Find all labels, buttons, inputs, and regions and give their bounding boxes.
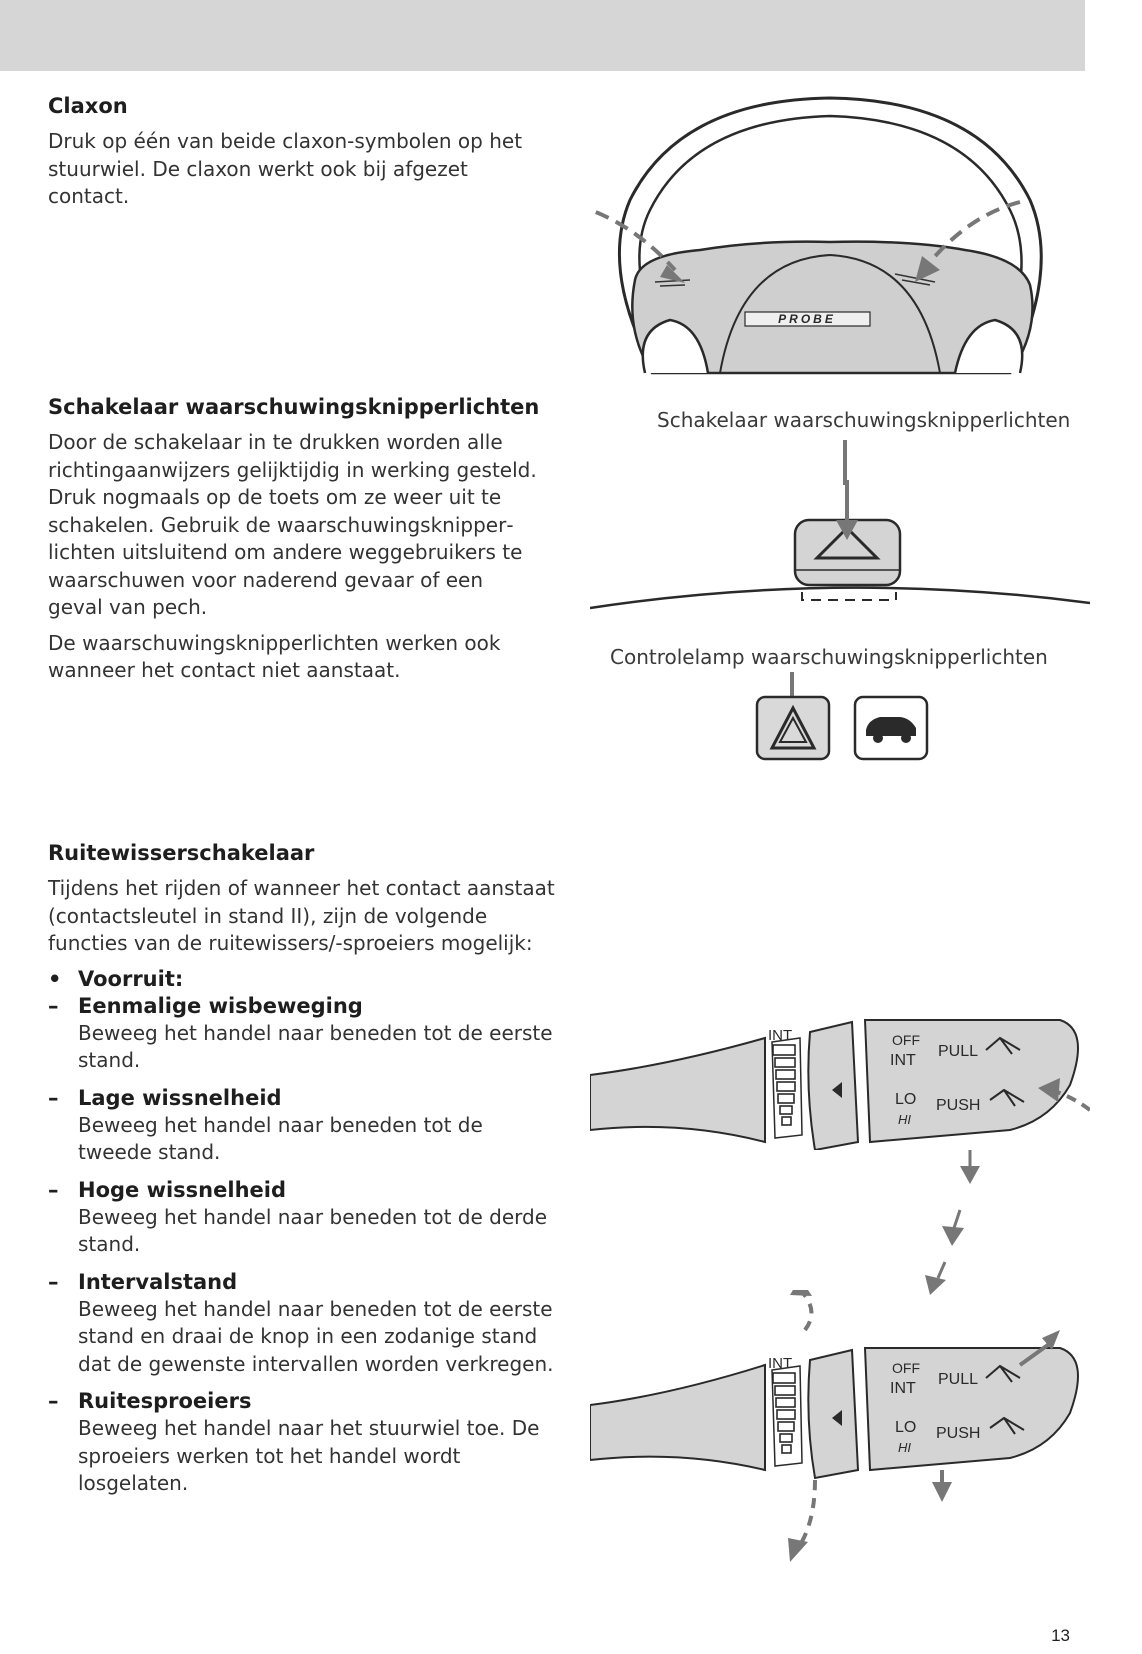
claxon-heading: Claxon	[48, 94, 128, 118]
windscreen-title: Voorruit:	[78, 966, 184, 991]
bullet-mark: •	[48, 966, 62, 991]
wiper-stalk-figure-2	[590, 1290, 1090, 1570]
down-arrows	[900, 1150, 1010, 1300]
page-number: 13	[1051, 1626, 1070, 1645]
hazard-heading: Schakelaar waarschuwingsknipperlichten	[48, 395, 540, 419]
stalk-hi-label: HI	[898, 1112, 911, 1127]
list-item	[48, 1085, 558, 1112]
stalk-int-position-label: INT	[890, 1052, 916, 1069]
item-text: Beweeg het handel naar beneden tot de tweede stand.	[78, 1112, 483, 1164]
header-band	[0, 0, 1085, 71]
wiper-heading: Ruitewisserschakelaar	[48, 841, 315, 865]
stalk-int-label: INT	[768, 1355, 793, 1372]
hazard-body-1: Door de schakelaar in te drukken worden alle richtingaanwijzers gelijktijdig in werking gesteld. Druk nogmaals op de toets om ze weer uit te schakelen. Gebruik de waarschuwingsknipperlichten uitsluitend om andere weggebruikers te waarschuwen voor naderend gevaar of een geval van pech.	[48, 430, 537, 619]
wiper-section	[48, 840, 558, 1508]
stalk-int-position-label: INT	[890, 1380, 916, 1397]
item-title: Ruitesproeiers	[78, 1389, 252, 1413]
stalk-push-label: PUSH	[936, 1425, 981, 1442]
windscreen-bullet	[48, 966, 558, 993]
stalk-pull-label: PULL	[938, 1043, 979, 1060]
dash-mark: –	[48, 1269, 59, 1294]
steering-wheel-figure	[590, 90, 1090, 380]
list-item	[48, 1269, 558, 1296]
dash-mark: –	[48, 1177, 59, 1202]
item-title: Hoge wissnelheid	[78, 1177, 287, 1202]
item-title: Intervalstand	[78, 1269, 238, 1294]
list-item	[48, 1388, 558, 1415]
steering-wheel-logo: PROBE	[778, 312, 836, 326]
stalk-off-label: OFF	[892, 1032, 920, 1048]
dash-mark: –	[48, 1085, 59, 1110]
item-text: Beweeg het handel naar het stuurwiel toe. De sproeiers werken tot het handel wordt losgelaten.	[78, 1416, 540, 1495]
claxon-section	[48, 93, 548, 219]
wiper-stalk-figure-1	[590, 1010, 1090, 1150]
hazard-switch-caption: Schakelaar waarschuwingsknipperlichten	[657, 408, 1071, 432]
stalk-off-label: OFF	[892, 1360, 920, 1376]
item-text: Beweeg het handel naar beneden tot de derde stand.	[78, 1204, 548, 1256]
hazard-body-2: De waarschuwingsknipperlichten werken ook wanneer het contact niet aanstaat.	[48, 630, 501, 682]
dash-mark: –	[48, 993, 59, 1018]
hazard-section	[48, 394, 543, 693]
stalk-pull-label: PULL	[938, 1371, 979, 1388]
stalk-push-label: PUSH	[936, 1097, 981, 1114]
warning-lamp-figure	[740, 672, 940, 762]
dash-mark: –	[48, 1389, 59, 1413]
list-item	[48, 1177, 558, 1204]
item-title: Lage wissnelheid	[78, 1085, 282, 1110]
stalk-lo-label: LO	[895, 1419, 917, 1436]
stalk-lo-label: LO	[895, 1091, 917, 1108]
hazard-switch-figure	[590, 440, 1090, 610]
stalk-int-label: INT	[768, 1027, 793, 1044]
warning-lamp-caption: Controlelamp waarschuwingsknipperlichten	[610, 645, 1048, 669]
stalk-hi-label: HI	[898, 1440, 911, 1455]
item-text: Beweeg het handel naar beneden tot de eerste stand.	[78, 1020, 553, 1072]
item-text: Beweeg het handel naar beneden tot de eerste stand en draai de knop in een zodanige stand dat de gewenste intervallen worden verkregen.	[78, 1296, 554, 1376]
claxon-body: Druk op één van beide claxon-symbolen op het stuurwiel. De claxon werkt ook bij afgezet contact.	[48, 129, 523, 208]
list-item	[48, 993, 558, 1020]
item-title: Eenmalige wisbeweging	[78, 993, 363, 1018]
wiper-intro: Tijdens het rijden of wanneer het contact aanstaat (contactsleutel in stand II), zijn de volgende functies van de ruitewissers/-sproeiers mogelijk:	[48, 876, 555, 955]
